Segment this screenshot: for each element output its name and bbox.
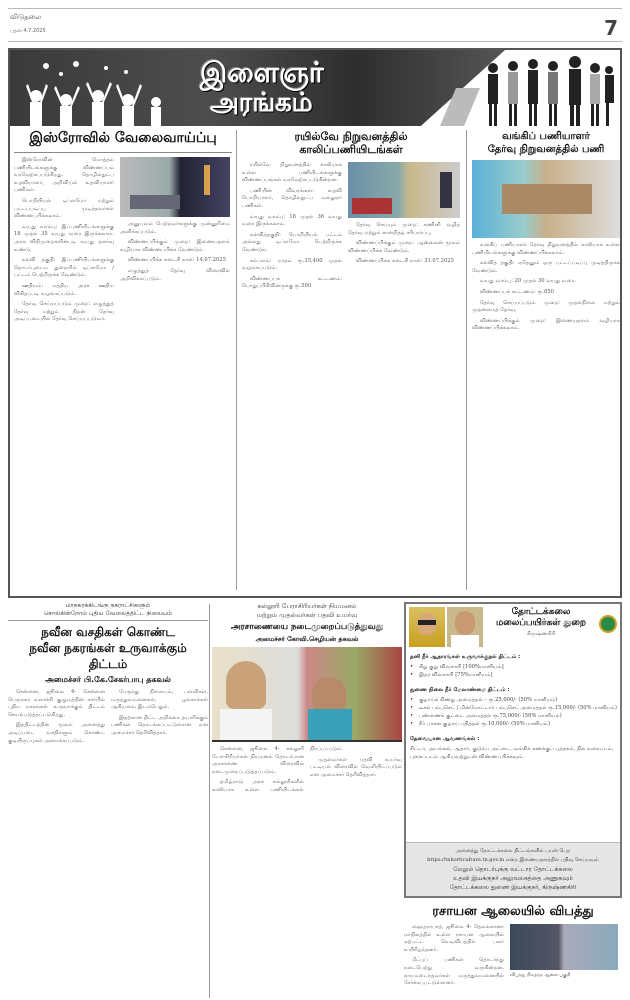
- paragraph: கல்வித்தகுதி: பொறியியல் பட்டம் அல்லது டிப்ளமோ பெற்றிருக்க வேண்டும்.: [242, 231, 342, 253]
- housing-kicker: [8, 602, 208, 621]
- paragraph: கல்வி தகுதி: இப்பணியிடங்களுக்கு தொடர்புடைய துறையில் டிப்ளமோ / பட்டம் பெற்றிருக்க வேண்டும்.: [14, 257, 114, 279]
- professionals-illustration: [481, 54, 616, 126]
- column-divider: [236, 130, 237, 590]
- chemical-headline: ரசாயன ஆலையில் விபத்து: [432, 904, 594, 919]
- paragraph: விண்ணப்பக் கட்டணம்: பொதுப்பிரிவினருக்கு ரூ.500.: [242, 275, 342, 290]
- paragraph: விண்ணப்பிக்க கடைசி நாள்: 14.07.2025: [128, 257, 226, 264]
- section3-text: சிட்டா, அடங்கல், ஆதார், குடும்ப அட்டை, வங்கிக் கணக்குப் புத்தகம், நில வரைபடம், புகைப்படம் ஆகியவற்றுடன் விண்ணப்பிக்கவும்.: [410, 746, 614, 760]
- paragraph: பணியின் விவரங்கள்: உதவி பொறியாளர், தொழில்நுட்ப வல்லுநர் பணிகள்.: [242, 187, 342, 209]
- white-shirt: [451, 635, 479, 647]
- face: [455, 611, 475, 635]
- bank-headline: [472, 128, 620, 160]
- issue-date: புதன் 4.7.2025: [10, 28, 46, 34]
- chemical-body: [404, 924, 504, 991]
- railway-article: [242, 128, 460, 592]
- isro-headline: இஸ்ரோவில் வேலைவாய்ப்பு: [14, 128, 232, 153]
- footer-line: அனைத்து தோட்டக்கலை திட்டங்களில் பயன் பெற: [455, 848, 571, 854]
- list-item: • நீர் பாசன குழாய் பதித்தல் ரூ.10,000/- (50% மானியம்): [418, 720, 620, 728]
- student-saree: [308, 709, 352, 742]
- masthead: [8, 8, 622, 42]
- list-item: • குழாய்க் கிணறு அமைத்தல் – ரூ.25,000/- (50% மானியம்): [418, 696, 620, 704]
- college-kicker-line2: மற்றும் முதல்வர்கள் பதவி உயர்வு: [256, 611, 358, 619]
- college-headline: அரசாணையை நடைமுறைப்படுத்துவது: [230, 622, 384, 632]
- minister-portrait: [226, 661, 266, 709]
- college-subhead: அமைச்சர் கோவி.செழியன் தகவல்: [255, 635, 359, 643]
- paragraph: மீட்புப் பணிகள் தொடர்ந்து நடைபெற்று வருகின்றன. காயமடைந்தவர்கள் மருத்துவமனையில் சேர்க்கப்பட்டுள்ளனர்.: [404, 957, 504, 987]
- section1-list: [418, 663, 620, 679]
- minister-shirt: [220, 709, 272, 742]
- paragraph: பொறியியல் டிப்ளமோ மற்றும் பட்டப்படிப்பு முடித்தவர்கள் விண்ணப்பிக்கலாம்.: [14, 197, 114, 220]
- paragraph: விண்ணப்பிக்கும் முறை: ஆன்லைன் மூலம் விண்ணப்பிக்க வேண்டும்.: [348, 240, 460, 254]
- paragraph: பேருந்து நிலையம், பள்ளிகள், மருத்துவமனைகள், பூங்காக்கள் ஆகியவை இடம்பெறும்.: [111, 689, 208, 711]
- paper-name: விடுதலை: [10, 13, 42, 21]
- office-staff: [502, 184, 592, 214]
- paragraph: எழுத்துத் தேர்வு விரைவில் அறிவிக்கப்படும்.: [120, 267, 230, 282]
- paragraph: வயது வரம்பு: 18 முதல் 36 வயது வரை இருக்கலாம்.: [242, 213, 342, 228]
- bank-headline-line2: தேர்வு நிறுவனத்தில் பணி: [487, 144, 605, 155]
- paragraph: ஊதியம்: மத்திய அரசு ஊதிய விகிதப்படி வழங்கப்படும்.: [14, 282, 114, 297]
- housing-kicker-line2: சொல்கின்றோம் புதிய வேலைத்திட்ட நிலையம்: [43, 610, 173, 617]
- list-item: • இதர விவசாயி [75%மானியம்]: [418, 671, 620, 679]
- paragraph: சென்னை, ஜூலை 4- கல்லூரி பேராசிரியர்கள் நியமனம் தொடர்பான அரசாணை விரைவில் நடைமுறைப்படுத்தப்படும்.: [212, 746, 304, 775]
- bank-article: [472, 128, 620, 592]
- banner-title-line2: அரங்கம்: [210, 88, 313, 118]
- paragraph: விண்ணப்பிக்கும் முறை: இணையதளம் வழியாக விண்ணப்பிக்க வேண்டும்.: [120, 239, 230, 253]
- college-kicker: [212, 602, 402, 620]
- paragraph: விண்ணப்பிக்கும் முறை: இணையதளம் வழியாக விண்ணப்பிக்கலாம்.: [472, 317, 620, 332]
- paragraph: விண்ணப்பக் கட்டணம்: ரூ.850: [480, 288, 554, 295]
- isro-body-col2: [120, 221, 230, 283]
- housing-subhead: அமைச்சர் பி.கே.சேகர்பாபு தகவல்: [45, 675, 171, 684]
- college-article: [212, 602, 402, 998]
- paragraph: இஸ்ரோவின் மொத்தம் பணியிடங்களுக்கு விண்ணப்பம் வரவேற்கப்படுகிறது. தொழில்நுட்ப உதவியாளர், அறிவியல் உதவியாளர் பணிகள்.: [14, 157, 114, 194]
- horticulture-title: [483, 607, 599, 637]
- rocket-graphic: [204, 165, 210, 195]
- page-number: 7: [604, 16, 618, 40]
- paragraph: தேர்வு செய்யும் முறை: கணினி வழித் தேர்வு மற்றும் சான்றிதழ் சரிபார்ப்பு.: [348, 222, 460, 236]
- housing-article: [8, 602, 208, 998]
- youth-section: [8, 48, 622, 598]
- paragraph: ஹைதராபாத், ஜூலை 4- தெலங்கானா மாநிலத்தில் உள்ள ரசாயன ஆலையில் ஏற்பட்ட வெடிவிபத்தில் பலர் உயிரிழந்தனர்.: [404, 924, 504, 953]
- leader-portrait-1: [409, 607, 445, 647]
- housing-headline-line2: நவீன நகரங்கள் உருவாக்கும் திட்டம்: [29, 641, 187, 671]
- machine-base: [352, 198, 392, 214]
- section2-title: துணை நிலை நீர் மேலாண்மை திட்டம் :: [410, 687, 510, 693]
- footer-line: தோட்டக்கலை துணை இயக்குநர், கிருஷ்ணகிரி: [449, 884, 577, 891]
- railway-body-col2: [348, 222, 460, 266]
- banner-title-line1: இளைஞர்: [200, 56, 324, 89]
- paragraph: தேர்வு செய்யப்படும் முறை: முதல்நிலை மற்றும் முதன்மைத் தேர்வு.: [472, 299, 620, 314]
- worker-figure: [440, 172, 452, 208]
- housing-headline-line1: நவீன வசதிகள் கொண்ட: [41, 625, 175, 639]
- paragraph: தேர்வு செய்யப்படும் முறை: எழுத்துத் தேர்வு மற்றும் திறன் தேர்வு அடிப்படையில் தேர்வு செய்யப்படுவர்.: [14, 301, 114, 323]
- horticulture-title-line1: தோட்டக்கலை: [511, 607, 571, 617]
- railway-headline: ரயில்வே நிறுவனத்தில் காலிப்பணியிடங்கள்: [294, 130, 408, 156]
- section2-list: [418, 696, 620, 728]
- housing-body: [8, 689, 208, 745]
- paragraph: கல்வித் தகுதி: ஏதேனும் ஒரு பட்டப்படிப்பு முடித்திருக்க வேண்டும்.: [472, 260, 620, 274]
- railway-photo: [348, 162, 460, 218]
- section1-title: தனி நீர் ஆதாரங்கள் உருவாக்குதல் திட்டம் :: [410, 654, 521, 660]
- paragraph: வயது வரம்பு: 20 முதல் 30 வயது வரை.: [480, 278, 576, 285]
- section-banner: [10, 50, 620, 126]
- paragraph: சென்னை, ஜூலை 4- சென்னை பெருநகர வளர்ச்சி குழுமத்தின் சார்பில் புதிய நகரங்கள் உருவாக்கும் திட்டம் செயல்படுத்தப்படுகிறது.: [8, 689, 105, 718]
- photo-caption: விபத்து நிகழ்ந்த ஆலை பகுதி: [510, 973, 571, 978]
- list-item: • பண்ணைக் குட்டை அமைத்தல் ரூ.75,000/- (50% மானியம்): [418, 712, 620, 720]
- tn-government-emblem-icon: [599, 615, 617, 633]
- footer-link[interactable]: https://tnhorticulture.tn.gov.in என்ற இணையதளத்தில் பதிவு செய்யவும்: [427, 857, 599, 863]
- college-kicker-line1: கல்லூரி பேராசிரியர்கள் நியமனம்: [257, 602, 357, 610]
- college-photo: [212, 647, 402, 742]
- paragraph: இதற்கான திட்ட அறிக்கை தயாரிக்கும் பணிகள் தொடங்கப்பட்டுள்ளன என அமைச்சர் தெரிவித்தார்.: [111, 714, 208, 736]
- list-item: • டீசல் பம்புசெட் / மின்மோட்டார் பம்புசெட் அமைத்தல் ரூ.15,000/- (50% மானியம்): [418, 704, 620, 712]
- bank-headline-line1: வங்கிப் பணியாளர்: [502, 131, 590, 142]
- paragraph: முதல்வர்கள் பதவி உயர்வு பட்டியல் விரைவில் வெளியிடப்படும் என அமைச்சர் தெரிவித்தார்.: [310, 756, 402, 778]
- college-body: [212, 746, 402, 795]
- paragraph: ரயில்வே நிறுவனத்தில் காலியாக உள்ள பணியிடங்களுக்கு விண்ணப்பங்கள் வரவேற்கப்படுகின்றன.: [242, 162, 342, 184]
- section3-title: தேவையான ஆவணங்கள் :: [410, 736, 480, 742]
- isro-article: [14, 128, 232, 592]
- leader-portrait-2: [447, 607, 483, 647]
- control-room-desk: [130, 195, 180, 209]
- footer-line: உதவி இயக்குநர் அலுவலகத்தை அணுகவும்: [453, 875, 573, 882]
- paragraph: அனுபவம் பெற்றவர்களுக்கு முன்னுரிமை அளிக்கப்படும்.: [120, 221, 230, 235]
- housing-kicker-line1: மாநகரக்கிடங்கு நகராட்சிகளும்: [65, 602, 151, 609]
- paragraph: விண்ணப்பிக்க கடைசி நாள்: 31.07.2025: [356, 258, 454, 265]
- isro-photo: [120, 157, 230, 217]
- housing-headline: [8, 624, 208, 672]
- horticulture-ad: [404, 602, 622, 898]
- paragraph: சம்பளம்: மாதம் ரூ.35,400 முதல் வழங்கப்படும்.: [242, 257, 342, 272]
- isro-body-col1: [14, 157, 114, 327]
- horticulture-title-line2: மலைப்பயிர்கள் துறை: [495, 618, 587, 628]
- paragraph: இத்திட்டத்தின் மூலம் அனைத்து அடிப்படை வசதிகளும் கொண்ட குடியிருப்புகள் அமைக்கப்படும்.: [8, 722, 105, 744]
- horticulture-subtitle: கிருஷ்ணகிரி: [526, 631, 556, 637]
- column-divider: [466, 130, 467, 590]
- footer-line: மேலும் தொடர்புக்கு வட்டார தோட்டக்கலை: [453, 866, 573, 873]
- sunglasses: [418, 620, 436, 625]
- bank-body: [472, 242, 620, 333]
- column-divider: [209, 604, 210, 998]
- horticulture-footer: [406, 842, 620, 896]
- chemical-article: [404, 902, 622, 998]
- paragraph: வங்கிப் பணியாளர் தேர்வு நிறுவனத்தில் காலியாக உள்ள பணியிடங்களுக்கு விண்ணப்பிக்கலாம்.: [472, 242, 620, 256]
- paragraph: தமிழ்நாடு அரசு கல்லூரிகளில் காலியாக உள்ள பணியிடங்கள் நிரப்பப்படும்.: [212, 746, 343, 793]
- list-item: • சிறு குறு விவசாயி [100%மானியம்]: [418, 663, 620, 671]
- paragraph: வயது வரம்பு: இப்பணியிடங்களுக்கு 18 முதல் 35 வயது வரை இருக்கலாம். அரசு விதிமுறைகளின்படி வயது தளர்வு உண்டு.: [14, 223, 114, 253]
- bank-photo: [472, 160, 620, 238]
- chemical-plant-photo: [510, 924, 618, 970]
- railway-body-col1: [242, 162, 342, 294]
- celebrating-crowd-illustration: [16, 56, 186, 126]
